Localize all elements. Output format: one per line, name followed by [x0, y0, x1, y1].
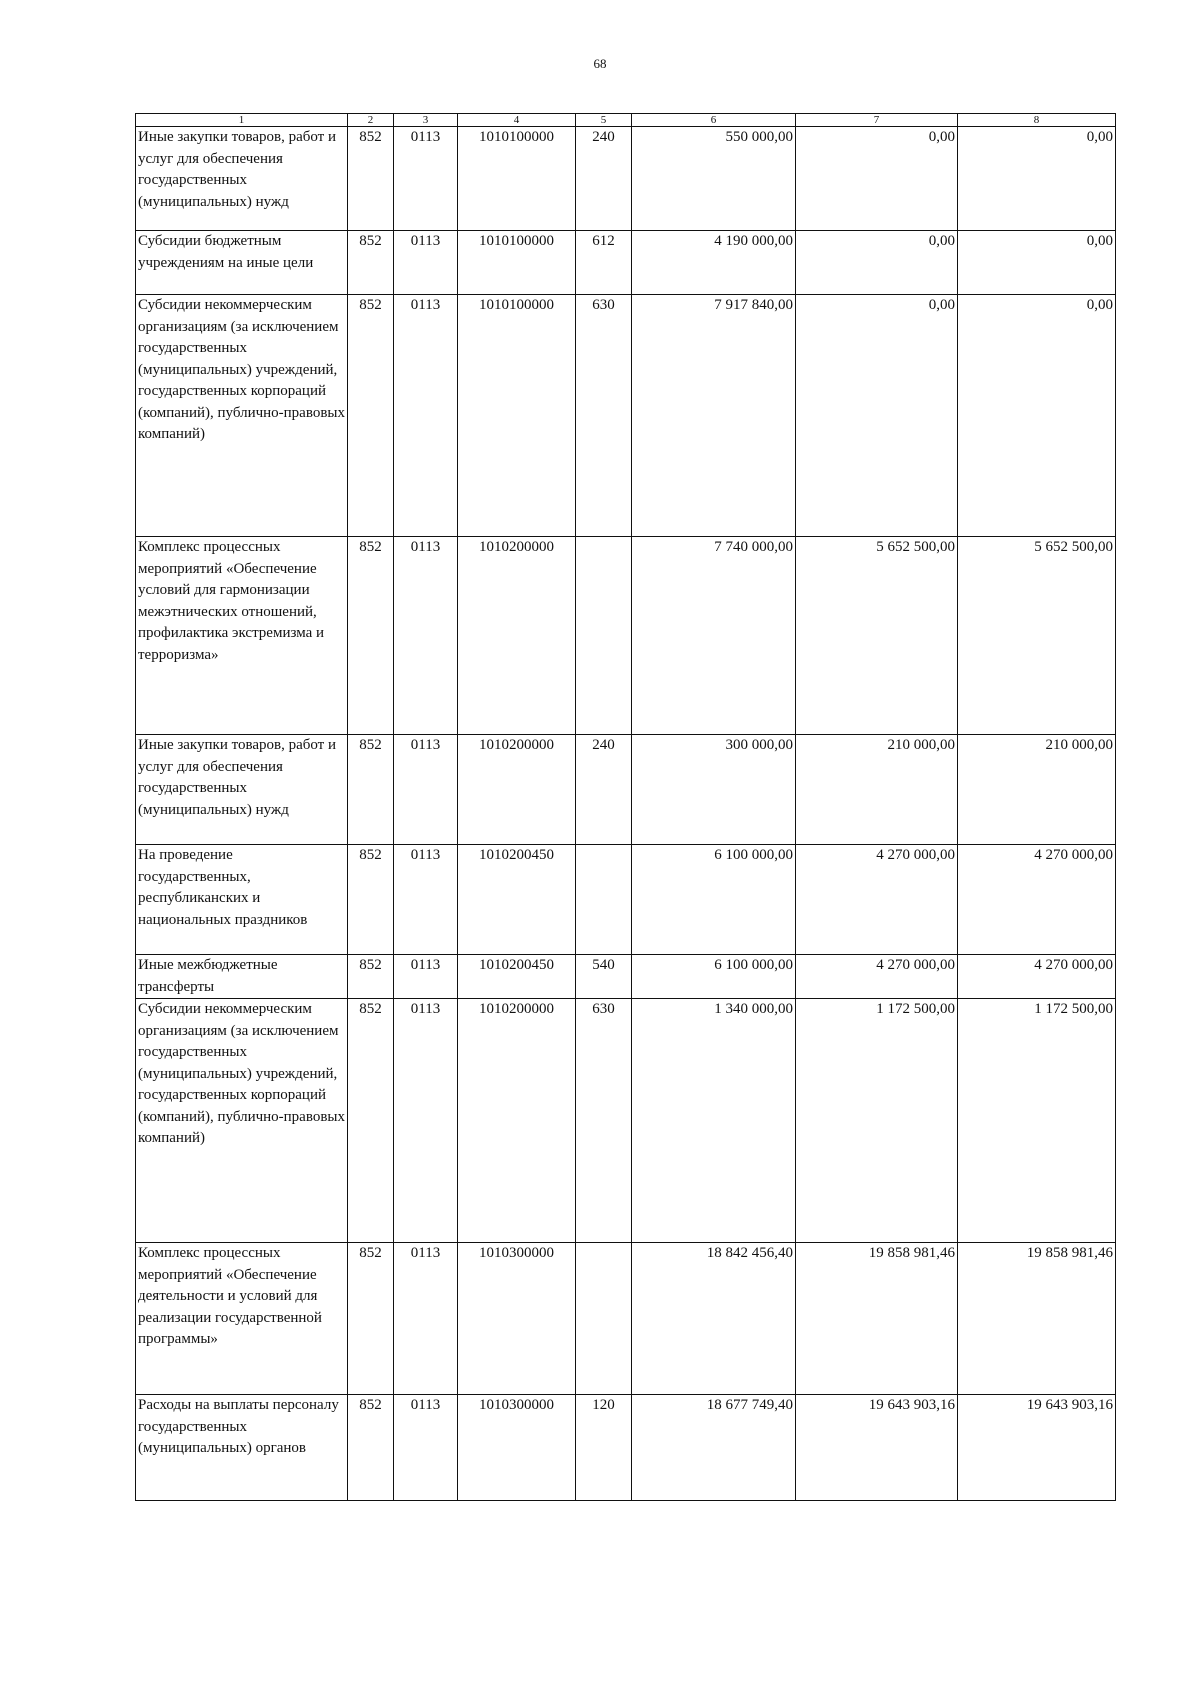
column-header: 1 — [136, 114, 348, 127]
section-code: 0113 — [394, 999, 458, 1243]
expense-name: Комплекс процессных мероприятий «Обеспечение деятельности и условий для реализации государственной программы» — [136, 1243, 348, 1395]
amount-year-1: 6 100 000,00 — [632, 955, 796, 999]
target-article-code: 1010200000 — [458, 537, 576, 735]
amount-year-1: 550 000,00 — [632, 127, 796, 231]
amount-year-3: 210 000,00 — [958, 735, 1116, 845]
column-header: 3 — [394, 114, 458, 127]
table-row — [136, 295, 1116, 537]
section-code: 0113 — [394, 845, 458, 955]
table-row — [136, 127, 1116, 231]
expense-type-code: 630 — [576, 999, 632, 1243]
expense-name: Расходы на выплаты персоналу государственных (муниципальных) органов — [136, 1395, 348, 1501]
amount-year-3: 4 270 000,00 — [958, 845, 1116, 955]
section-code: 0113 — [394, 1395, 458, 1501]
amount-year-3: 0,00 — [958, 127, 1116, 231]
section-code: 0113 — [394, 955, 458, 999]
column-header: 2 — [348, 114, 394, 127]
table-row — [136, 1395, 1116, 1501]
amount-year-2: 0,00 — [796, 295, 958, 537]
expense-name: Субсидии бюджетным учреждениям на иные цели — [136, 231, 348, 295]
amount-year-2: 1 172 500,00 — [796, 999, 958, 1243]
expense-name: Иные закупки товаров, работ и услуг для обеспечения государственных (муниципальных) нужд — [136, 735, 348, 845]
column-header: 8 — [958, 114, 1116, 127]
amount-year-3: 19 643 903,16 — [958, 1395, 1116, 1501]
expense-type-code: 612 — [576, 231, 632, 295]
section-code: 0113 — [394, 537, 458, 735]
column-header: 5 — [576, 114, 632, 127]
column-header: 6 — [632, 114, 796, 127]
target-article-code: 1010300000 — [458, 1243, 576, 1395]
amount-year-1: 1 340 000,00 — [632, 999, 796, 1243]
amount-year-3: 0,00 — [958, 231, 1116, 295]
expense-type-code: 540 — [576, 955, 632, 999]
expense-type-code — [576, 537, 632, 735]
amount-year-3: 5 652 500,00 — [958, 537, 1116, 735]
grbs-code: 852 — [348, 127, 394, 231]
grbs-code: 852 — [348, 537, 394, 735]
section-code: 0113 — [394, 231, 458, 295]
target-article-code: 1010100000 — [458, 295, 576, 537]
amount-year-1: 7 740 000,00 — [632, 537, 796, 735]
table-row — [136, 231, 1116, 295]
table-row — [136, 955, 1116, 999]
amount-year-1: 18 842 456,40 — [632, 1243, 796, 1395]
amount-year-3: 0,00 — [958, 295, 1116, 537]
amount-year-3: 4 270 000,00 — [958, 955, 1116, 999]
amount-year-2: 210 000,00 — [796, 735, 958, 845]
amount-year-1: 4 190 000,00 — [632, 231, 796, 295]
grbs-code: 852 — [348, 1243, 394, 1395]
expense-name: На проведение государственных, республиканских и национальных праздников — [136, 845, 348, 955]
target-article-code: 1010200000 — [458, 999, 576, 1243]
amount-year-2: 4 270 000,00 — [796, 955, 958, 999]
section-code: 0113 — [394, 127, 458, 231]
expense-name: Иные межбюджетные трансферты — [136, 955, 348, 999]
expense-name: Субсидии некоммерческим организациям (за исключением государственных (муниципальных) учреждений, государственных корпораций (компаний), публично-правовых компаний) — [136, 999, 348, 1243]
target-article-code: 1010200000 — [458, 735, 576, 845]
expense-type-code: 630 — [576, 295, 632, 537]
amount-year-3: 19 858 981,46 — [958, 1243, 1116, 1395]
expense-name: Комплекс процессных мероприятий «Обеспечение условий для гармонизации межэтнических отношений, профилактика экстремизма и терроризма» — [136, 537, 348, 735]
target-article-code: 1010100000 — [458, 231, 576, 295]
grbs-code: 852 — [348, 1395, 394, 1501]
target-article-code: 1010100000 — [458, 127, 576, 231]
amount-year-2: 5 652 500,00 — [796, 537, 958, 735]
amount-year-1: 300 000,00 — [632, 735, 796, 845]
amount-year-1: 6 100 000,00 — [632, 845, 796, 955]
expense-type-code — [576, 845, 632, 955]
expense-type-code: 240 — [576, 127, 632, 231]
amount-year-3: 1 172 500,00 — [958, 999, 1116, 1243]
target-article-code: 1010300000 — [458, 1395, 576, 1501]
budget-table — [135, 113, 1116, 1501]
amount-year-2: 0,00 — [796, 127, 958, 231]
grbs-code: 852 — [348, 845, 394, 955]
section-code: 0113 — [394, 1243, 458, 1395]
grbs-code: 852 — [348, 231, 394, 295]
amount-year-2: 0,00 — [796, 231, 958, 295]
section-code: 0113 — [394, 735, 458, 845]
table-row — [136, 1243, 1116, 1395]
page-number: 68 — [593, 56, 607, 71]
table-row — [136, 845, 1116, 955]
amount-year-2: 19 643 903,16 — [796, 1395, 958, 1501]
expense-type-code — [576, 1243, 632, 1395]
grbs-code: 852 — [348, 735, 394, 845]
amount-year-2: 19 858 981,46 — [796, 1243, 958, 1395]
target-article-code: 1010200450 — [458, 955, 576, 999]
expense-type-code: 240 — [576, 735, 632, 845]
table-row — [136, 999, 1116, 1243]
column-number-row — [136, 114, 1116, 127]
expense-name: Субсидии некоммерческим организациям (за исключением государственных (муниципальных) учреждений, государственных корпораций (компаний), публично-правовых компаний) — [136, 295, 348, 537]
column-header: 7 — [796, 114, 958, 127]
column-header: 4 — [458, 114, 576, 127]
grbs-code: 852 — [348, 955, 394, 999]
target-article-code: 1010200450 — [458, 845, 576, 955]
amount-year-2: 4 270 000,00 — [796, 845, 958, 955]
grbs-code: 852 — [348, 295, 394, 537]
section-code: 0113 — [394, 295, 458, 537]
table-row — [136, 735, 1116, 845]
table-row — [136, 537, 1116, 735]
grbs-code: 852 — [348, 999, 394, 1243]
amount-year-1: 7 917 840,00 — [632, 295, 796, 537]
expense-name: Иные закупки товаров, работ и услуг для обеспечения государственных (муниципальных) нужд — [136, 127, 348, 231]
amount-year-1: 18 677 749,40 — [632, 1395, 796, 1501]
expense-type-code: 120 — [576, 1395, 632, 1501]
